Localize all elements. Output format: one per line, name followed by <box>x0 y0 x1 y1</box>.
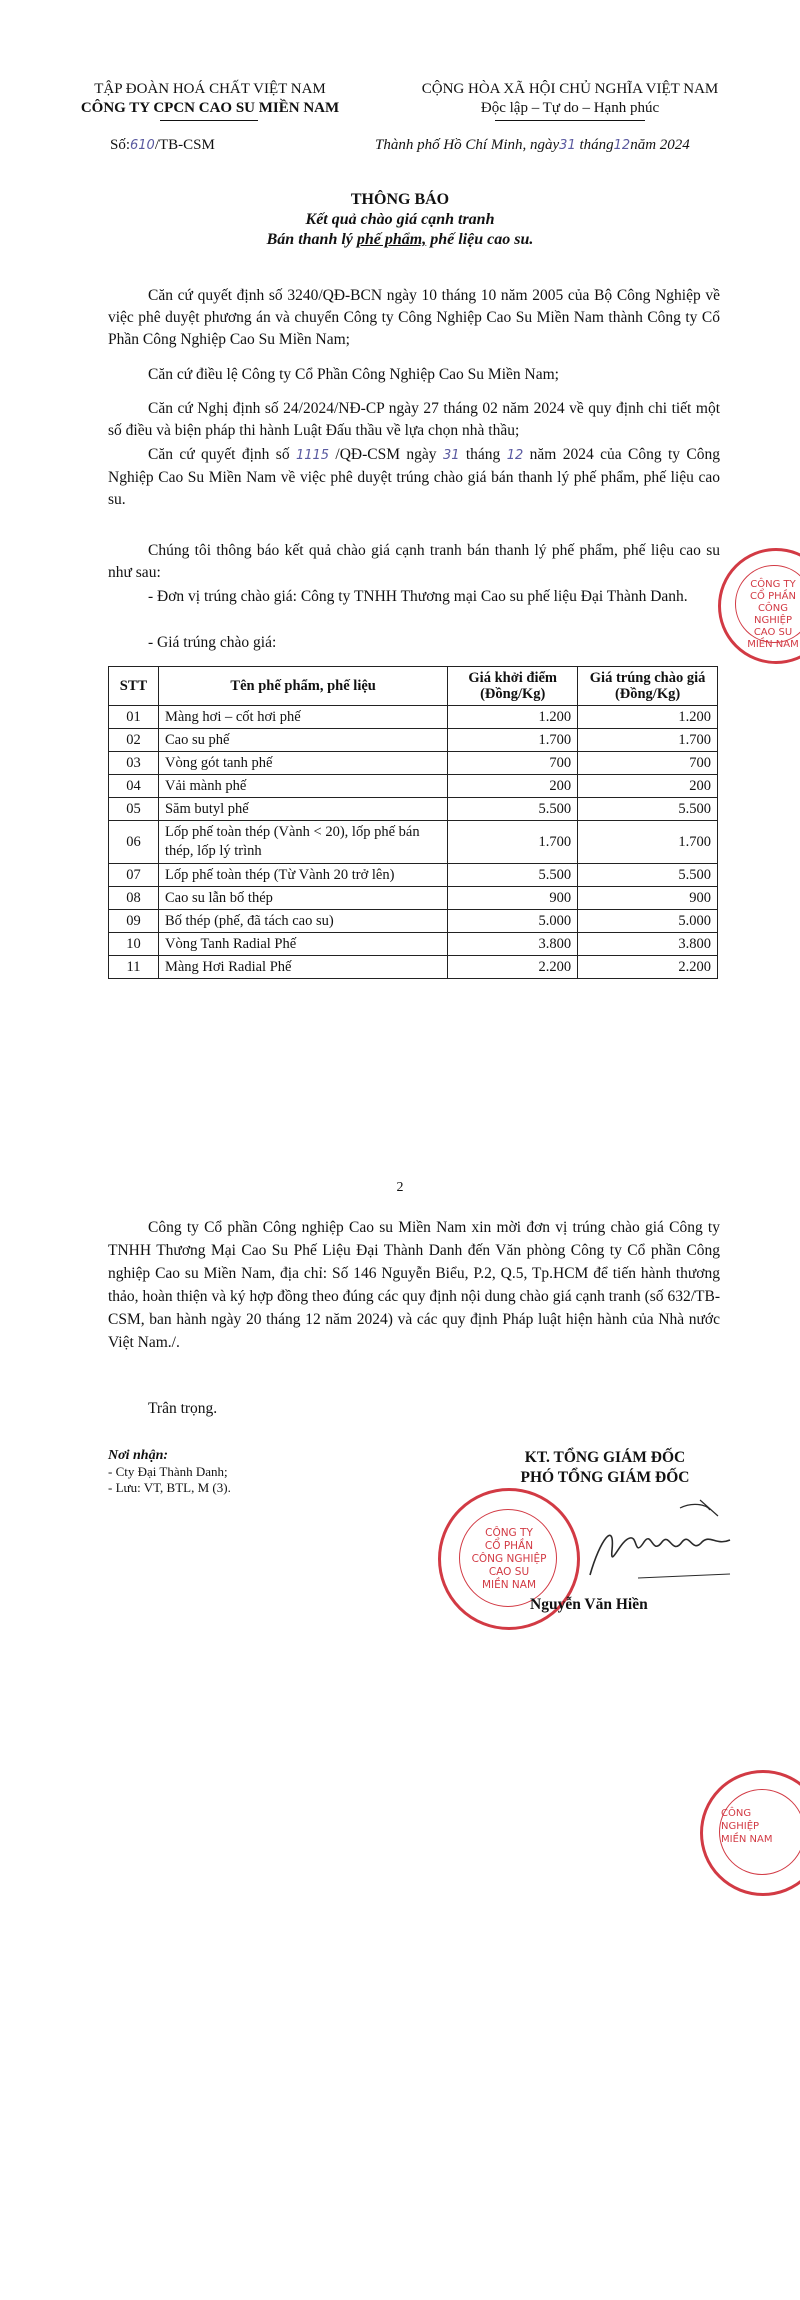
recipients-block <box>108 1448 231 1496</box>
table-row: 01 Màng hơi – cốt hơi phế 1.200 1.200 <box>109 706 718 729</box>
company-seal: CÔNG TY CỔ PHẦN CÔNG NGHIỆP CAO SU MIỀN NAM <box>438 1488 580 1630</box>
recipient-item: - Cty Đại Thành Danh; <box>108 1464 228 1479</box>
results-table <box>108 666 718 979</box>
handwritten-signature <box>560 1480 740 1590</box>
table-row: 11 Màng Hơi Radial Phế 2.200 2.200 <box>109 956 718 979</box>
table-row: 08 Cao su lẫn bố thép 900 900 <box>109 887 718 910</box>
recipient-item: - Lưu: VT, BTL, M (3). <box>108 1480 231 1495</box>
header-rule-right <box>495 120 645 121</box>
sign-title-2: PHÓ TỔNG GIÁM ĐỐC <box>520 1469 690 1486</box>
national-motto-block <box>390 80 750 118</box>
place-date: Thành phố Hồ Chí Minh, ngày31 tháng12năm 2024 <box>375 137 690 153</box>
table-header-row <box>109 667 718 706</box>
nation-title: CỘNG HÒA XÃ HỘI CHỦ NGHĨA VIỆT NAM <box>421 81 719 97</box>
table-row: 03 Vòng gót tanh phế 700 700 <box>109 752 718 775</box>
organization-block <box>50 80 370 118</box>
signer-name: Nguyễn Văn Hiền <box>530 1596 648 1613</box>
closing-text: Trân trọng. <box>148 1400 218 1417</box>
sign-title-1: KT. TỔNG GIÁM ĐỐC <box>524 1449 686 1466</box>
nation-motto: Độc lập – Tự do – Hạnh phúc <box>480 100 660 116</box>
basis-paragraph-3: Căn cứ Nghị định số 24/2024/NĐ-CP ngày 27 tháng 02 năm 2024 về quy định chi tiết một số điều và biện pháp thi hành Luật Đấu thầu về lựa chọn nhà thầu; <box>108 400 720 439</box>
document-number: Số:610/TB-CSM <box>110 137 215 153</box>
recipients-title: Nơi nhận: <box>108 1448 169 1463</box>
group-name: TẬP ĐOÀN HOÁ CHẤT VIỆT NAM <box>94 81 326 97</box>
company-seal-partial-1: CÔNG TY CỔ PHẦN CÔNG NGHIỆP CAO SU MIỀN NAM <box>718 548 800 664</box>
subtitle-1: Kết quả chào giá cạnh tranh <box>305 211 495 228</box>
header-stt: STT <box>109 667 159 706</box>
invitation-paragraph: Công ty Cổ phần Công nghiệp Cao su Miền Nam xin mời đơn vị trúng chào giá Công ty TNHH Thương Mại Cao Su Phế Liệu Đại Thành Danh đến Văn phòng Công ty Cổ phần Công nghiệp Cao su Miền Nam, địa chỉ: Số 146 Nguyễn Biểu, P.2, Q.5, Tp.HCM để tiến hành thương thảo, hoàn thiện và ký hợp đồng theo đúng các quy định nội dung chào giá cạnh tranh (số 632/TB-CSM, ban hành ngày 20 tháng 12 năm 2024) và các quy định Pháp luật hiện hành của Nhà nước Việt Nam./. <box>108 1219 720 1351</box>
header-starting-price: Giá khởi điểm (Đồng/Kg) <box>448 667 578 706</box>
page-title: THÔNG BÁO <box>350 191 450 208</box>
announcement-paragraph: Chúng tôi thông báo kết quả chào giá cạnh tranh bán thanh lý phế phẩm, phế liệu cao su như sau: <box>108 542 720 581</box>
subtitle-2: Bán thanh lý phế phẩm, phế liệu cao su. <box>266 231 534 248</box>
header-rule-left <box>160 120 258 121</box>
basis-paragraph-4: Căn cứ quyết định số 1115 /QĐ-CSM ngày 31 tháng 12 năm 2024 của Công ty Công Nghiệp Cao Su Miền Nam về việc phê duyệt trúng chào giá bán thanh lý phế phẩm, phế liệu cao su. <box>108 446 720 508</box>
table-row: 10 Vòng Tanh Radial Phế 3.800 3.800 <box>109 933 718 956</box>
basis-paragraph-1: Căn cứ quyết định số 3240/QĐ-BCN ngày 10 tháng 10 năm 2005 của Bộ Công Nghiệp về việc phê duyệt phương án và chuyển Công ty Công Nghiệp Cao Su Miền Nam thành Công ty Cổ Phần Công Nghiệp Cao Su Miền Nam; <box>108 287 720 348</box>
winning-unit: - Đơn vị trúng chào giá: Công ty TNHH Thương mại Cao su phế liệu Đại Thành Danh. <box>148 588 688 605</box>
handwritten-number: 610 <box>130 138 155 153</box>
company-name: CÔNG TY CPCN CAO SU MIỀN NAM <box>80 100 340 116</box>
table-row: 05 Săm butyl phế 5.500 5.500 <box>109 798 718 821</box>
basis-paragraph-2: Căn cứ điều lệ Công ty Cổ Phần Công Nghiệp Cao Su Miền Nam; <box>148 366 559 383</box>
page-number: 2 <box>396 1180 404 1195</box>
winning-price-label: - Giá trúng chào giá: <box>148 634 277 651</box>
table-row: 04 Vải mành phế 200 200 <box>109 775 718 798</box>
header-winning-price: Giá trúng chào giá (Đồng/Kg) <box>578 667 718 706</box>
company-seal-partial-2: CÔNG NGHIỆP MIỀN NAM <box>700 1770 800 1896</box>
table-row: 07 Lốp phế toàn thép (Từ Vành 20 trở lên) 5.500 5.500 <box>109 864 718 887</box>
table-row: 02 Cao su phế 1.700 1.700 <box>109 729 718 752</box>
table-row: 09 Bố thép (phế, đã tách cao su) 5.000 5.000 <box>109 910 718 933</box>
header-item-name: Tên phế phẩm, phế liệu <box>158 667 447 706</box>
title-block <box>0 190 800 250</box>
table-row: 06 Lốp phế toàn thép (Vành < 20), lốp phế bán thép, lốp lý trình 1.700 1.700 <box>109 821 718 864</box>
